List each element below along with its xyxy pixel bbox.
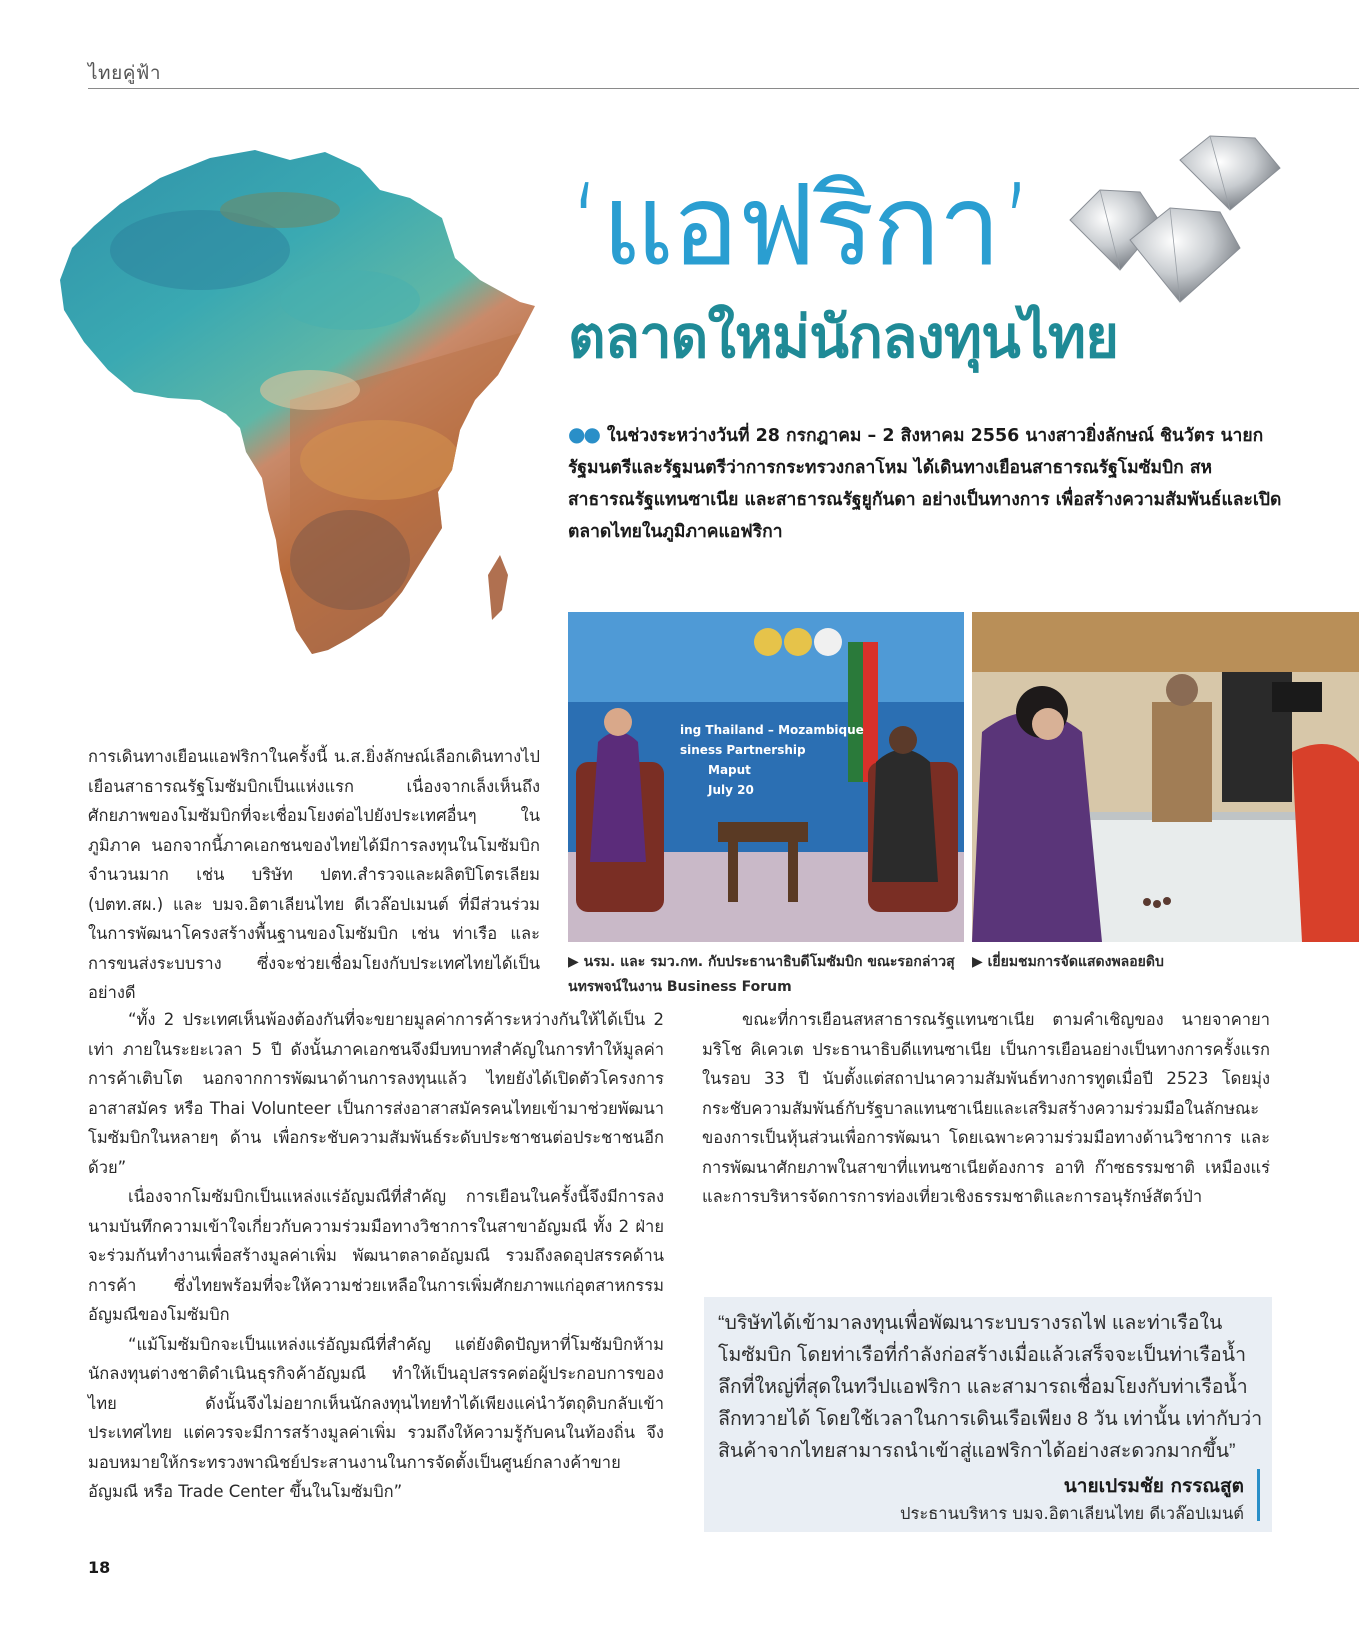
banner-line-2: siness Partnership [680,743,806,757]
paragraph: ขณะที่การเยือนสหสาธารณรัฐแทนซาเนีย ตามคำเชิญของ นายจาคายา มริโช คิเควเต ประธานาธิบดีแทนซาเนีย เป็นการเยือนอย่างเป็นทางการครั้งแรกในรอบ 33 ปี นับตั้งแต่สถาปนาความสัมพันธ์ทางการทูตเมื่อปี 2523 โดยมุ่งกระชับความสัมพันธ์กับรัฐบาลแทนซาเนียและเสริมสร้างความร่วมมือในลักษณะของการเป็นหุ้นส่วนเพื่อการพัฒนา โดยเฉพาะความร่วมมือทางด้านวิชาการ และการพัฒนาศักยภาพในสาขาที่แทนซาเนียต้องการ อาทิ ก๊าซธรรมชาติ เหมืองแร่ และการบริหารจัดการการท่องเที่ยวเชิงธรรมชาติและการอนุรักษ์สัตว์ป่า [702,1010,1270,1206]
page-number: 18 [88,1558,111,1577]
photo-caption-gems: ▶ เยี่ยมชมการจัดแสดงพลอยดิบ [972,954,1164,970]
banner-line-3: Maput [708,763,751,777]
pull-quote-box [704,1297,1272,1532]
headline-title: ‘แอฟริกา’ [568,161,1033,291]
body-column-left-bottom [88,1005,664,1507]
lead-paragraph [568,418,1288,548]
banner-line-1: ing Thailand – Mozambique [680,723,864,737]
photo-caption-forum: ▶ นรม. และ รมว.กท. กับประธานาธิบดีโมซัมบิก ขณะรอกล่าวสุนทรพจน์ในงาน Business Forum [568,954,955,995]
paragraph: การเดินทางเยือนแอฟริกาในครั้งนี้ น.ส.ยิ่งลักษณ์เลือกเดินทางไปเยือนสาธารณรัฐโมซัมบิกเป็นแห่งแรก เนื่องจากเล็งเห็นถึงศักยภาพของโมซัมบิกที่จะเชื่อมโยงต่อไปยังประเทศอื่นๆ ในภูมิภาค นอกจากนี้ภาคเอกชนของไทยได้มีการลงทุนในโมซัมบิกจำนวนมาก เช่น บริษัท ปตท.สำรวจและผลิตปิโตรเลียม (ปตท.สผ.) และ บมจ.อิตาเลียนไทย ดีเวล๊อปเมนต์ ที่มีส่วนร่วมในการพัฒนาโครงสร้างพื้นฐานของโมซัมบิก เช่น ท่าเรือ และการขนส่งระบบราง ซึ่งจะช่วยเชื่อมโยงกับประเทศไทยได้เป็นอย่างดี [88,747,540,1002]
body-column-right [702,1005,1270,1212]
paragraph: เนื่องจากโมซัมบิกเป็นแหล่งแร่อัญมณีที่สำคัญ การเยือนในครั้งนี้จึงมีการลงนามบันทึกความเข้าใจเกี่ยวกับความร่วมมือทางวิชาการในสาขาอัญมณี ทั้ง 2 ฝ่ายจะร่วมกันทำงานเพื่อสร้างมูลค่าเพิ่ม พัฒนาตลาดอัญมณี รวมถึงลดอุปสรรคด้านการค้า ซึ่งไทยพร้อมที่จะให้ความช่วยเหลือในการเพิ่มศักยภาพแก่อุตสาหกรรมอัญมณีของโมซัมบิก [88,1187,664,1324]
gem-exhibit-photo [972,612,1359,942]
body-column-left-top [88,742,540,1008]
section-label: ไทยคู่ฟ้า [88,62,162,84]
pull-quote-text: “บริษัทได้เข้ามาลงทุนเพื่อพัฒนาระบบรางรถไฟ และท่าเรือในโมซัมบิก โดยท่าเรือที่กำลังก่อสร้างเมื่อแล้วเสร็จจะเป็นท่าเรือน้ำลึกที่ใหญ่ที่สุดในทวีปแอฟริกา และสามารถเชื่อมโยงกับท่าเรือน้ำลึกทวายได้ โดยใช้เวลาในการเดินเรือเพียง 8 วัน เท่านั้น เท่ากับว่าสินค้าจากไทยสามารถนำเข้าสู่แอฟริกาได้อย่างสะดวกมากขึ้น” [718,1312,1263,1462]
banner-line-4: July 20 [708,783,754,797]
africa-map-image [50,130,555,700]
lead-text: ในช่วงระหว่างวันที่ 28 กรกฎาคม – 2 สิงหาคม 2556 นางสาวยิ่งลักษณ์ ชินวัตร นายกรัฐมนตรีและรัฐมนตรีว่าการกระทรวงกลาโหม ได้เดินทางเยือนสาธารณรัฐโมซัมบิก สหสาธารณรัฐแทนซาเนีย และสาธารณรัฐยูกันดา อย่างเป็นทางการ เพื่อสร้างความสัมพันธ์และเปิดตลาดไทยในภูมิภาคแอฟริกา [568,426,1282,542]
quote-author-role: ประธานบริหาร บมจ.อิตาเลียนไทย ดีเวล๊อปเมนต์ [900,1504,1244,1523]
header-divider [88,88,1359,89]
diamonds-image [1060,130,1300,310]
business-forum-photo [568,612,964,942]
bullet-dots-icon: ●● [568,422,599,446]
paragraph: “ทั้ง 2 ประเทศเห็นพ้องต้องกันที่จะขยายมูลค่าการค้าระหว่างกันให้ได้เป็น 2 เท่า ภายในระยะเวลา 5 ปี ดังนั้นภาคเอกชนจึงมีบทบาทสำคัญในการทำให้มูลค่าการค้าเติบโต นอกจากการพัฒนาด้านการลงทุนแล้ว ไทยยังได้เปิดตัวโครงการอาสาสมัคร หรือ Thai Volunteer เป็นการส่งอาสาสมัครคนไทยเข้ามาช่วยพัฒนาโมซัมบิกในหลายๆ ด้าน เพื่อกระชับความสัมพันธ์ระดับประชาชนต่อประชาชนอีกด้วย” [88,1010,664,1177]
headline-subtitle: ตลาดใหม่นักลงทุนไทย [568,303,1119,371]
quote-accent-bar [1257,1469,1260,1521]
paragraph: “แม้โมซัมบิกจะเป็นแหล่งแร่อัญมณีที่สำคัญ แต่ยังติดปัญหาที่โมซัมบิกห้ามนักลงทุนต่างชาติดำเนินธุรกิจค้าอัญมณี ทำให้เป็นอุปสรรคต่อผู้ประกอบการของไทย ดังนั้นจึงไม่อยากเห็นนักลงทุนไทยทำได้เพียงแค่นำวัตถุดิบกลับเข้าประเทศไทย แต่ควรจะมีการสร้างมูลค่าเพิ่ม รวมถึงให้ความรู้กับคนในท้องถิ่น จึงมอบหมายให้กระทรวงพาณิชย์ประสานงานในการจัดตั้งเป็นศูนย์กลางค้าขายอัญมณี หรือ Trade Center ขึ้นในโมซัมบิก” [88,1334,664,1501]
quote-author-name: นายเปรมชัย กรรณสูต [1063,1475,1244,1497]
